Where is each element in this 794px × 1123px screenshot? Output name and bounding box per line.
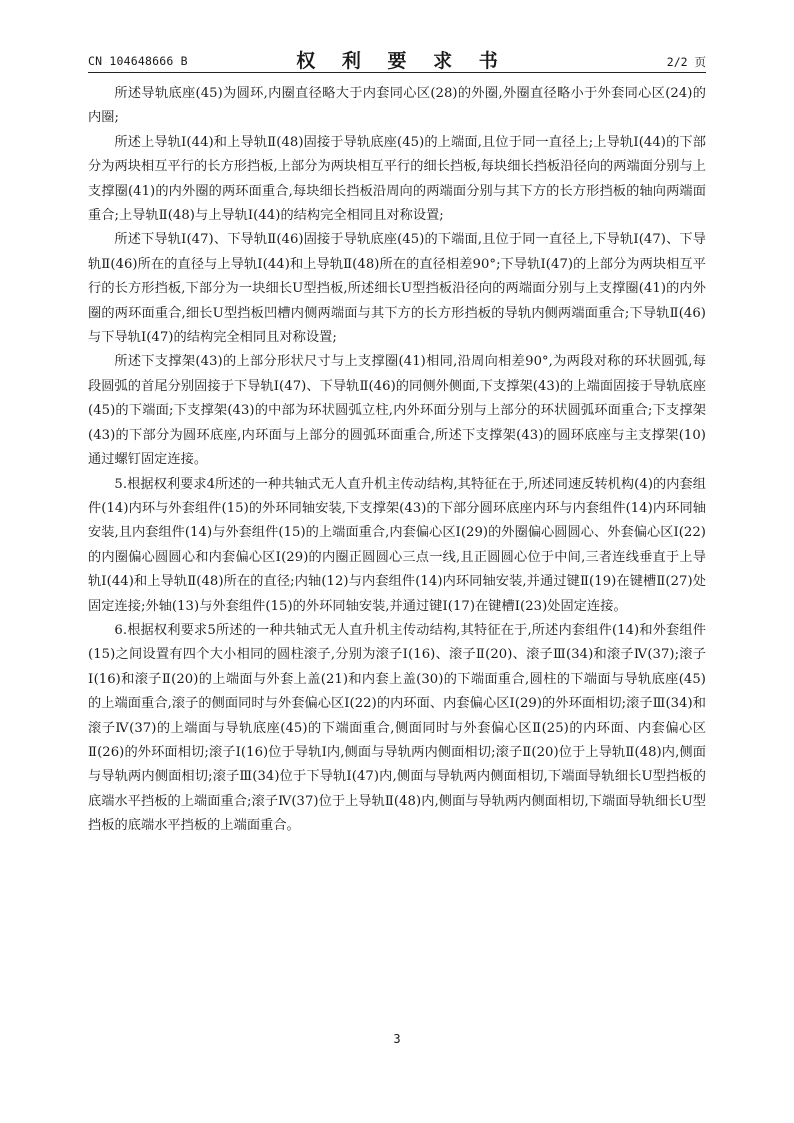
page-indicator: 2/2 页 <box>666 55 706 69</box>
claim-paragraph: 所述导轨底座(45)为圆环,内圈直径略大于内套同心区(28)的外圈,外圈直径略小于外套同心区(24)的内圈; <box>88 86 706 126</box>
claim-6: 6.根据权利要求5所述的一种共轴式无人直升机主传动结构,其特征在于,所述内套组件(14)和外套组件(15)之间设置有四个大小相同的圆柱滚子,分别为滚子Ⅰ(16)、滚子Ⅱ(20)、滚子Ⅲ(34)和滚子Ⅳ(37);滚子Ⅰ(16)和滚子Ⅱ(20)的上端面与外套上盖(21)和内套上盖(30)的下端面重合,圆柱的下端面与导轨底座(45)的上端面重合,滚子的侧面同时与外套偏心区Ⅰ(22)的内环面、内套偏心区Ⅰ(29)的外环面相切;滚子Ⅲ(34)和滚子Ⅳ(37)的上端面与导轨底座(45)的下端面重合,侧面同时与外套偏心区Ⅱ(25)的内环面、内套偏心区Ⅱ(26)的外环面相切;滚子Ⅰ(16)位于导轨Ⅰ内,侧面与导轨两内侧面相切;滚子Ⅱ(20)位于上导轨Ⅱ(48)内,侧面与导轨两内侧面相切;滚子Ⅲ(34)位于下导轨Ⅰ(47)内,侧面与导轨两内侧面相切,下端面导轨细长U型挡板的底端水平挡板的上端面重合;滚子Ⅳ(37)位于上导轨Ⅱ(48)内,侧面与导轨两内侧面相切,下端面导轨细长U型挡板的底端水平挡板的上端面重合。 <box>88 622 706 834</box>
claims-body <box>88 82 706 839</box>
patent-number: CN 104648666 B <box>88 54 188 68</box>
claim-5: 5.根据权利要求4所述的一种共轴式无人直升机主传动结构,其特征在于,所述同速反转机构(4)的内套组件(14)内环与外套组件(15)的外环同轴安装,下支撑架(43)的下部分圆环底座内环与内套组件(14)内环同轴安装,且内套组件(14)与外套组件(15)的上端面重合,内套偏心区Ⅰ(29)的外圈偏心圆圆心、外套偏心区Ⅰ(22)的内圈偏心圆圆心和内套偏心区Ⅰ(29)的内圈正圆圆心三点一线,且正圆圆心位于中间,三者连线垂直于上导轨Ⅰ(44)和上导轨Ⅱ(48)所在的直径;内轴(12)与内套组件(14)内环同轴安装,并通过键Ⅱ(19)在键槽Ⅱ(27)处固定连接;外轴(13)与外套组件(15)的外环同轴安装,并通过键Ⅰ(17)在键槽Ⅰ(23)处固定连接。 <box>88 476 706 614</box>
page-header <box>88 46 706 73</box>
claim-paragraph: 所述下支撑架(43)的上部分形状尺寸与上支撑圈(41)相同,沿周向相差90°,为两段对称的环状圆弧,每段圆弧的首尾分别固接于下导轨Ⅰ(47)、下导轨Ⅱ(46)的同侧外侧面,下支撑架(43)的上端面固接于导轨底座(45)的下端面;下支撑架(43)的中部为环状圆弧立柱,内外环面分别与上部分的环状圆弧环面重合;下支撑架(43)的下部分为圆环底座,内环面与上部分的圆弧环面重合,所述下支撑架(43)的圆环底座与主支撑架(10)通过螺钉固定连接。 <box>88 354 706 468</box>
document-title: 权 利 要 求 书 <box>296 50 508 72</box>
claim-paragraph: 所述上导轨Ⅰ(44)和上导轨Ⅱ(48)固接于导轨底座(45)的上端面,且位于同一直径上;上导轨Ⅰ(44)的下部分为两块相互平行的长方形挡板,上部分为两块相互平行的细长挡板,每块细长挡板沿径向的两端面分别与上支撑圈(41)的内外圈的两环面重合,每块细长挡板沿周向的两端面分别与其下方的长方形挡板的轴向两端面重合;上导轨Ⅱ(48)与上导轨Ⅰ(44)的结构完全相同且对称设置; <box>88 134 706 224</box>
page-number: 3 <box>393 1032 401 1046</box>
claim-paragraph: 所述下导轨Ⅰ(47)、下导轨Ⅱ(46)固接于导轨底座(45)的下端面,且位于同一直径上,下导轨Ⅰ(47)、下导轨Ⅱ(46)所在的直径与上导轨Ⅰ(44)和上导轨Ⅱ(48)所在的直径相差90°;下导轨Ⅰ(47)的上部分为两块相互平行的长方形挡板,下部分为一块细长U型挡板,所述细长U型挡板沿径向的两端面分别与上支撑圈(41)的内外圈的两环面重合,细长U型挡板凹槽内侧两端面与其下方的长方形挡板的导轨内侧两端面重合;下导轨Ⅱ(46)与下导轨Ⅰ(47)的结构完全相同且对称设置; <box>88 232 706 346</box>
